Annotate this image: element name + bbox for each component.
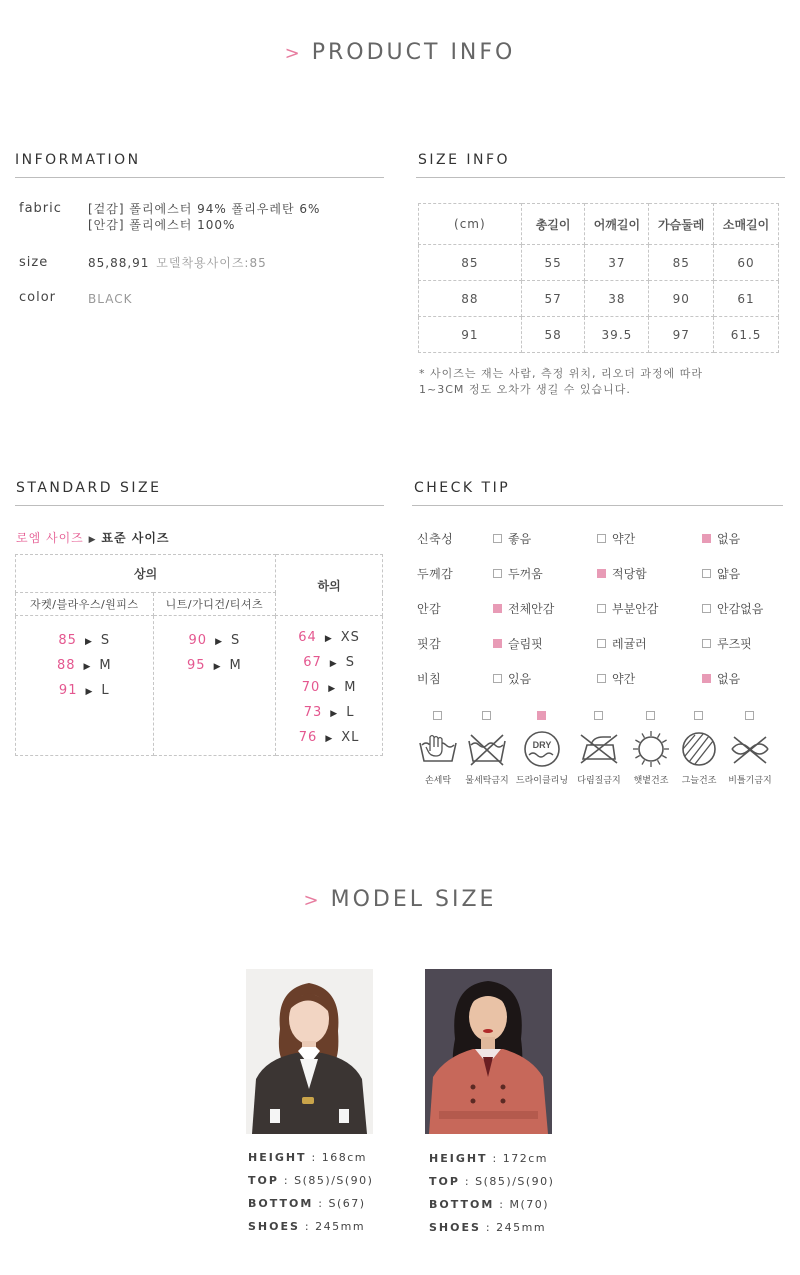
care-label: 그늘건조 — [681, 776, 717, 786]
checkbox-icon[interactable] — [646, 711, 655, 720]
list-item: 67 ▶ S — [303, 655, 355, 670]
checkbox-icon[interactable] — [482, 711, 491, 720]
check-option[interactable] — [702, 635, 752, 652]
size-label: size — [19, 255, 49, 270]
check-option-label: 좋음 — [508, 532, 532, 546]
check-option[interactable] — [702, 530, 740, 547]
check-option[interactable] — [493, 530, 531, 547]
checkbox-icon[interactable] — [594, 711, 603, 720]
table-cell: 37 — [585, 245, 649, 281]
list-item: 76 ▶ XL — [298, 730, 360, 745]
standard-size-table — [15, 554, 383, 756]
table-header-cell: 소매길이 — [714, 204, 779, 245]
no-iron-icon — [577, 729, 621, 773]
checkbox-icon[interactable] — [493, 569, 502, 578]
bottom-spec: BOTTOM : S(67) — [248, 1197, 366, 1210]
table-row — [419, 245, 779, 281]
size-info-title: SIZE INFO — [418, 152, 511, 168]
table-cell: 55 — [521, 245, 585, 281]
crumb-from: 로엠 사이즈 — [16, 531, 84, 545]
list-item: 64 ▶ XS — [298, 630, 360, 645]
size-table — [418, 203, 779, 353]
size-cell: 91 — [419, 317, 522, 353]
checked-box-icon[interactable] — [493, 639, 502, 648]
arrow-right-icon: > — [303, 890, 319, 911]
product-info-title: > PRODUCT INFO — [284, 40, 516, 65]
size-cell: 88 — [419, 281, 522, 317]
sub-header-jacket: 자켓/블라우스/원피스 — [16, 593, 154, 616]
care-label: 물세탁금지 — [465, 776, 509, 786]
checkbox-icon[interactable] — [493, 674, 502, 683]
table-header-cell: 어깨길이 — [585, 204, 649, 245]
check-option-label: 슬림핏 — [508, 637, 543, 651]
table-header-cell: (cm) — [419, 204, 522, 245]
check-option-label: 없음 — [717, 672, 741, 686]
care-label: 다림질금지 — [577, 776, 621, 786]
checkbox-icon[interactable] — [597, 604, 606, 613]
fabric-line-1: [겉감] 폴리에스터 94% 폴리우레탄 6% — [88, 202, 321, 216]
color-value: BLACK — [88, 292, 133, 306]
table-row — [419, 281, 779, 317]
shoes-spec: SHOES : 245mm — [429, 1221, 547, 1234]
check-option-label: 적당함 — [612, 567, 647, 581]
checked-box-icon[interactable] — [597, 569, 606, 578]
information-title: INFORMATION — [15, 152, 141, 168]
check-option-label: 약간 — [612, 532, 636, 546]
check-option[interactable] — [493, 565, 543, 582]
model-1-specs — [248, 1146, 373, 1238]
check-option[interactable] — [597, 600, 658, 617]
list-item: 85 ▶ S — [58, 633, 111, 648]
bottom-spec: BOTTOM : M(70) — [429, 1198, 550, 1211]
no-wring-icon — [728, 729, 772, 773]
check-option-label: 안감없음 — [717, 602, 764, 616]
top-spec: TOP : S(85)/S(90) — [429, 1175, 555, 1188]
table-row — [419, 317, 779, 353]
bottom-sizes — [276, 616, 383, 756]
checkbox-icon[interactable] — [702, 604, 711, 613]
bottom-header: 하의 — [276, 555, 383, 616]
table-cell: 61 — [714, 281, 779, 317]
list-item: 91 ▶ L — [58, 683, 110, 698]
fabric-label: fabric — [19, 201, 62, 216]
check-option[interactable] — [597, 565, 647, 582]
svg-text:DRY: DRY — [532, 740, 552, 750]
table-cell: 57 — [521, 281, 585, 317]
triangle-right-icon: ▶ — [88, 535, 97, 545]
height-spec: HEIGHT : 168cm — [248, 1151, 368, 1164]
check-option[interactable] — [702, 565, 740, 582]
shoes-spec: SHOES : 245mm — [248, 1220, 366, 1233]
check-label: 안감 — [417, 602, 442, 616]
size-table-header — [419, 204, 779, 245]
list-item: 88 ▶ M — [56, 658, 112, 673]
model-size-title: > MODEL SIZE — [303, 887, 497, 912]
breadcrumb — [16, 529, 170, 546]
checkbox-icon[interactable] — [745, 711, 754, 720]
divider — [416, 177, 785, 178]
checkbox-icon[interactable] — [597, 639, 606, 648]
table-header-cell: 총길이 — [521, 204, 585, 245]
table-cell: 58 — [521, 317, 585, 353]
checkbox-icon[interactable] — [597, 534, 606, 543]
checked-box-icon[interactable] — [702, 534, 711, 543]
shade-dry-icon — [677, 729, 721, 773]
table-cell: 90 — [649, 281, 714, 317]
table-cell: 85 — [649, 245, 714, 281]
model-photo-1 — [246, 969, 373, 1134]
knit-sizes — [153, 616, 276, 756]
care-label: 햇볕건조 — [633, 776, 669, 786]
crumb-to: 표준 사이즈 — [101, 531, 170, 545]
model-2-specs — [429, 1147, 554, 1239]
check-option-label: 레귤러 — [612, 637, 647, 651]
table-cell: 97 — [649, 317, 714, 353]
check-option[interactable] — [597, 530, 635, 547]
check-label: 핏감 — [417, 637, 442, 651]
checkbox-icon[interactable] — [493, 534, 502, 543]
fabric-line-2: [안감] 폴리에스터 100% — [88, 218, 236, 232]
height-spec: HEIGHT : 172cm — [429, 1152, 549, 1165]
check-option[interactable] — [702, 600, 763, 617]
check-option[interactable] — [597, 670, 635, 687]
hand-wash-icon — [416, 729, 460, 773]
divider — [15, 505, 384, 506]
checkbox-icon[interactable] — [433, 711, 442, 720]
size-cell: 85 — [419, 245, 522, 281]
checkbox-icon[interactable] — [597, 674, 606, 683]
check-option-label: 약간 — [612, 672, 636, 686]
jacket-sizes — [16, 616, 154, 756]
check-option-label: 두꺼움 — [508, 567, 543, 581]
checkbox-icon[interactable] — [702, 569, 711, 578]
check-option-label: 없음 — [717, 532, 741, 546]
check-option-label: 얇음 — [717, 567, 741, 581]
size-note-line-1: * 사이즈는 재는 사람, 측정 위치, 리오더 과정에 따라 — [419, 367, 703, 380]
list-item: 95 ▶ M — [187, 658, 242, 673]
divider — [412, 505, 783, 506]
top-header: 상의 — [16, 555, 276, 593]
model-photo-2 — [425, 969, 552, 1134]
sun-dry-icon — [629, 729, 673, 773]
check-option[interactable] — [493, 635, 543, 652]
table-header-cell: 가슴둘레 — [649, 204, 714, 245]
check-option[interactable] — [702, 670, 740, 687]
size-value: 85,88,91 모델착용사이즈:85 — [88, 256, 267, 270]
care-label: 손세탁 — [424, 776, 452, 786]
check-option-label: 있음 — [508, 672, 532, 686]
list-item: 73 ▶ L — [303, 705, 355, 720]
no-water-wash-icon — [465, 729, 509, 773]
check-option[interactable] — [493, 600, 554, 617]
checkbox-icon[interactable] — [694, 711, 703, 720]
table-cell: 60 — [714, 245, 779, 281]
check-label: 비침 — [417, 672, 442, 686]
check-option-label: 루즈핏 — [717, 637, 752, 651]
size-note: 모델착용사이즈:85 — [156, 256, 267, 270]
check-option-label: 부분안감 — [612, 602, 659, 616]
arrow-right-icon: > — [284, 43, 300, 64]
check-label: 두께감 — [417, 567, 454, 581]
standard-size-title: STANDARD SIZE — [16, 480, 162, 496]
color-label: color — [19, 290, 57, 305]
checked-box-icon[interactable] — [493, 604, 502, 613]
care-label: 드라이클리닝 — [515, 776, 569, 786]
list-item: 70 ▶ M — [301, 680, 357, 695]
size-note-line-2: 1~3CM 정도 오차가 생길 수 있습니다. — [419, 383, 631, 396]
check-option[interactable] — [597, 635, 647, 652]
check-option[interactable] — [493, 670, 531, 687]
table-cell: 61.5 — [714, 317, 779, 353]
sub-header-knit: 니트/가디건/티셔츠 — [153, 593, 276, 616]
care-label: 비틀기금지 — [728, 776, 772, 786]
checked-box-icon[interactable] — [537, 711, 546, 720]
table-cell: 38 — [585, 281, 649, 317]
check-tip-title: CHECK TIP — [414, 480, 511, 496]
check-option-label: 전체안감 — [508, 602, 555, 616]
dry-clean-icon — [520, 729, 564, 773]
list-item: 90 ▶ S — [188, 633, 241, 648]
checked-box-icon[interactable] — [702, 674, 711, 683]
top-spec: TOP : S(85)/S(90) — [248, 1174, 374, 1187]
divider — [15, 177, 384, 178]
checkbox-icon[interactable] — [702, 639, 711, 648]
table-cell: 39.5 — [585, 317, 649, 353]
check-label: 신축성 — [417, 532, 454, 546]
